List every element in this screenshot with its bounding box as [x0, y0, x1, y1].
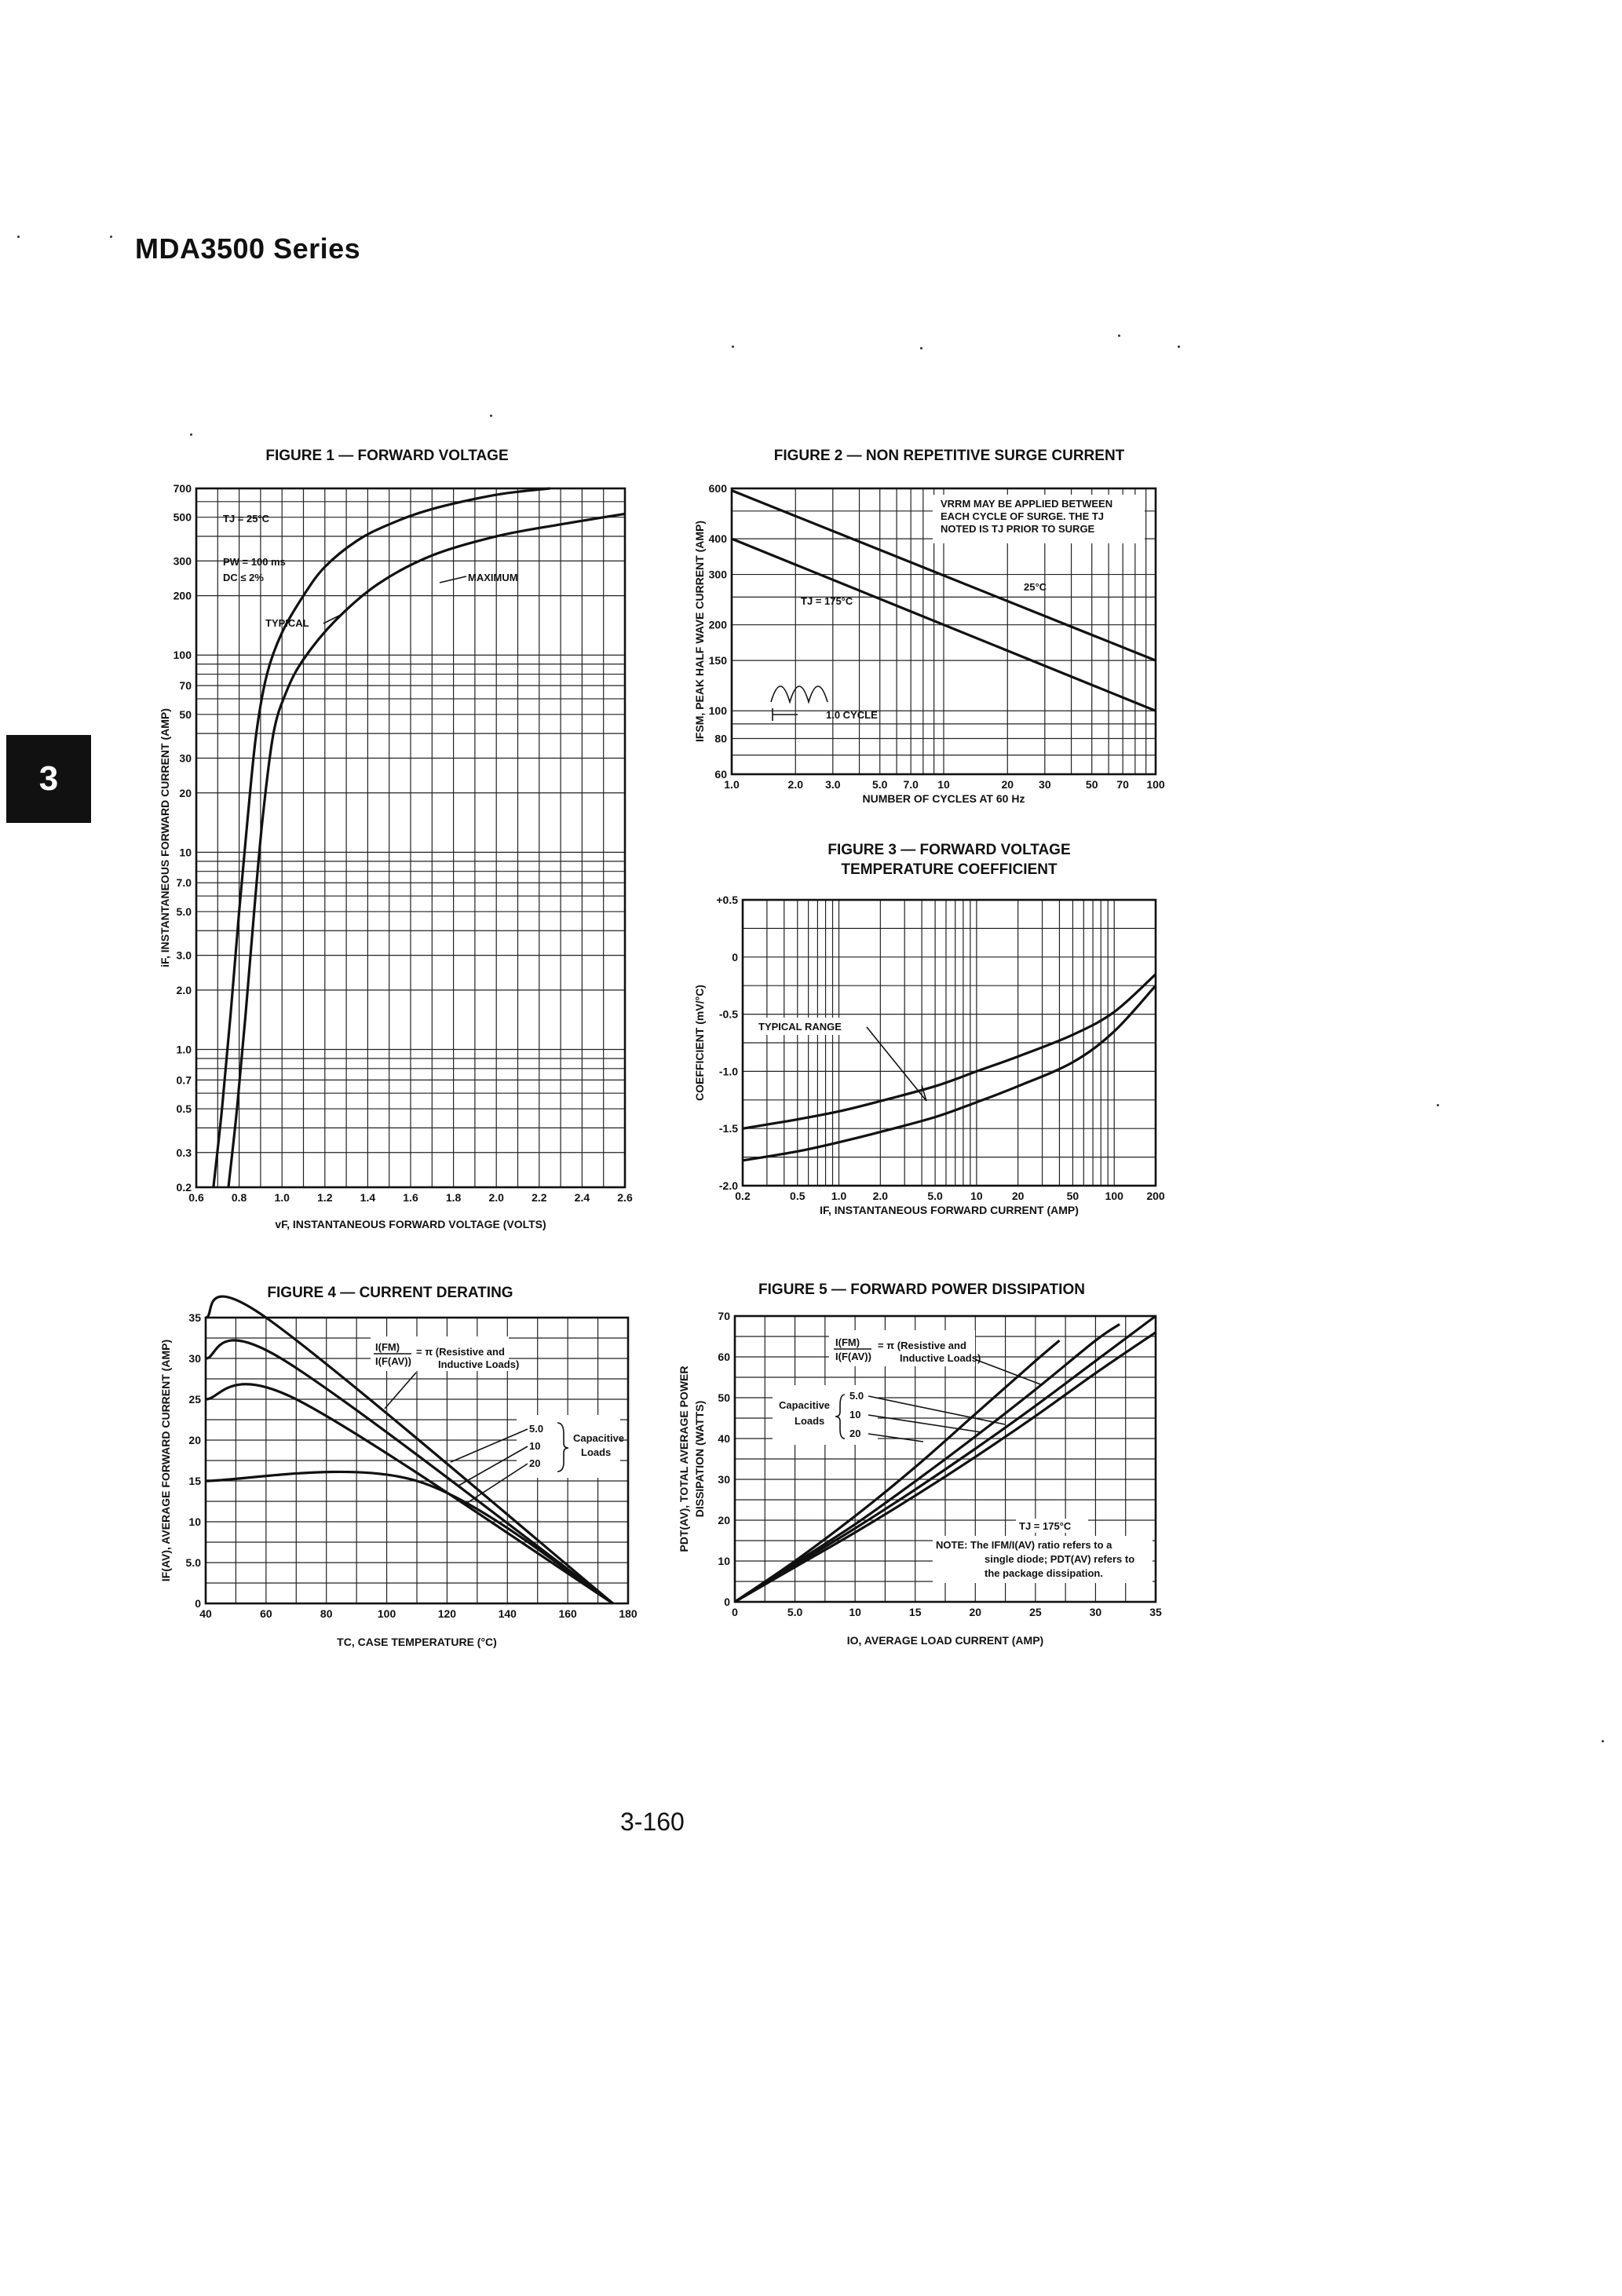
fig3-x-tick-label: 1.0: [831, 1190, 847, 1202]
fig5-cap-loads: Loads: [795, 1415, 825, 1427]
fig5-cap-20: 20: [849, 1428, 861, 1439]
fig1-xlabel: vF, INSTANTANEOUS FORWARD VOLTAGE (VOLTS): [275, 1218, 546, 1230]
fig2-half-sine-icon: [771, 686, 827, 702]
fig1-series-typical: [214, 488, 550, 1187]
fig5-ratio-den: I(F(AV)): [835, 1351, 871, 1362]
fig1-chart: [141, 479, 644, 1233]
fig2-xlabel: NUMBER OF CYCLES AT 60 Hz: [862, 792, 1025, 805]
fig1-annotation-pw: PW = 100 ms: [223, 556, 286, 568]
fig1-y-tick-label: 300: [173, 554, 192, 568]
fig5-label-tj: TJ = 175°C: [1019, 1520, 1072, 1532]
fig4-x-tick-label: 180: [619, 1607, 637, 1620]
fig2-ylabel: IFSM, PEAK HALF WAVE CURRENT (AMP): [693, 520, 706, 743]
fig4-title: FIGURE 4 — CURRENT DERATING: [267, 1285, 513, 1301]
fig2-x-tick-label: 70: [1116, 778, 1129, 791]
fig1-series-maximum: [228, 514, 625, 1187]
fig1-y-tick-label: 30: [179, 751, 192, 765]
fig4-y-tick-label: 10: [188, 1515, 201, 1528]
fig3-title-line2: TEMPERATURE COEFFICIENT: [841, 861, 1058, 878]
fig3-label-typical-range: TYPICAL RANGE: [758, 1021, 842, 1033]
fig2-note-line3: NOTED IS TJ PRIOR TO SURGE: [941, 523, 1095, 535]
fig1-y-tick-label: 3.0: [176, 949, 192, 962]
fig1-y-tick-label: 2.0: [176, 983, 192, 996]
fig5-x-tick-label: 0: [732, 1606, 738, 1618]
fig1-ylabel: iF, INSTANTANEOUS FORWARD CURRENT (AMP): [159, 708, 171, 967]
fig1-y-tick-label: 7.0: [176, 876, 192, 890]
scan-speck: [190, 433, 192, 436]
fig5-note-line3: the package dissipation.: [985, 1567, 1103, 1579]
fig4-x-tick-label: 40: [199, 1607, 212, 1620]
fig4-xlabel: TC, CASE TEMPERATURE (°C): [337, 1636, 497, 1648]
fig2-x-tick-label: 20: [1001, 778, 1014, 791]
fig5-y-tick-label: 60: [718, 1351, 730, 1363]
fig2-x-tick-label: 10: [937, 778, 950, 791]
fig4-chart: [149, 1308, 652, 1654]
fig4-y-tick-label: 35: [188, 1311, 201, 1324]
fig2-x-tick-label: 5.0: [871, 778, 888, 791]
fig4-x-tick-label: 80: [320, 1607, 333, 1620]
scan-speck: [1437, 1104, 1439, 1106]
fig4-x-tick-label: 140: [498, 1607, 517, 1620]
fig3-chart: [681, 887, 1184, 1225]
scan-speck: [1178, 345, 1180, 348]
fig5-cap5-leader: [868, 1396, 1005, 1424]
fig4-cap5-leader: [451, 1429, 528, 1462]
fig1-y-tick-label: 500: [173, 510, 192, 524]
fig1-annotation-dc: DC ≤ 2%: [223, 572, 264, 583]
fig1-x-tick-label: 2.2: [532, 1191, 547, 1204]
fig4-resistive-leader: [385, 1373, 416, 1409]
fig3-y-tick-label: -0.5: [718, 1007, 738, 1021]
fig5-x-tick-label: 30: [1089, 1606, 1102, 1618]
fig2-x-tick-label: 1.0: [724, 778, 740, 791]
fig4-y-tick-label: 25: [188, 1393, 201, 1406]
fig1-x-tick-label: 2.0: [488, 1191, 504, 1204]
fig4-y-tick-label: 15: [188, 1475, 201, 1487]
fig1-y-tick-label: 5.0: [176, 905, 192, 918]
fig2-note-line2: EACH CYCLE OF SURGE. THE TJ: [941, 510, 1105, 522]
fig5-y-tick-label: 40: [718, 1432, 730, 1445]
fig5-x-tick-label: 35: [1149, 1606, 1162, 1618]
fig4-cap-word: Capacitive: [573, 1432, 625, 1444]
fig1-y-tick-label: 10: [179, 846, 192, 859]
fig4-cap-5: 5.0: [529, 1423, 544, 1435]
fig1-annotation-tj: TJ = 25°C: [223, 513, 270, 525]
page-number: 3-160: [620, 1808, 685, 1836]
fig5-y-tick-label: 0: [724, 1596, 730, 1608]
fig1-x-tick-label: 0.8: [231, 1191, 247, 1204]
fig4-ratio-num: I(FM): [375, 1341, 400, 1353]
fig4-x-tick-label: 100: [377, 1607, 396, 1620]
fig3-x-tick-label: 200: [1146, 1190, 1165, 1202]
fig1-x-tick-label: 1.0: [274, 1191, 290, 1204]
fig2-y-tick-label: 200: [708, 618, 727, 631]
fig1-y-tick-label: 0.7: [176, 1073, 192, 1087]
fig2-note-line1: VRRM MAY BE APPLIED BETWEEN: [941, 498, 1113, 510]
fig4-ylabel: IF(AV), AVERAGE FORWARD CURRENT (AMP): [159, 1339, 172, 1582]
fig5-chart: [675, 1307, 1178, 1652]
fig1-y-tick-label: 0.2: [176, 1181, 192, 1194]
fig4-cap-10: 10: [529, 1440, 541, 1452]
fig5-y-tick-label: 10: [718, 1555, 730, 1567]
fig5-note-line1: NOTE: The IFM/I(AV) ratio refers to a: [936, 1539, 1112, 1551]
scan-speck: [1602, 1740, 1604, 1742]
fig4-ratio-eq2: Inductive Loads): [438, 1358, 520, 1370]
fig1-x-tick-label: 0.6: [188, 1191, 204, 1204]
fig2-y-tick-label: 150: [708, 654, 727, 667]
scan-speck: [1118, 335, 1120, 337]
fig2-y-tick-label: 100: [708, 704, 727, 718]
fig5-y-tick-label: 70: [718, 1310, 730, 1322]
fig1-y-tick-label: 0.3: [176, 1146, 192, 1159]
fig2-x-tick-label: 7.0: [903, 778, 919, 791]
fig5-x-tick-label: 10: [849, 1606, 861, 1618]
fig2-y-tick-label: 80: [714, 732, 727, 745]
fig4-x-tick-label: 120: [437, 1607, 457, 1620]
fig3-ylabel: COEFFICIENT (mV/°C): [693, 985, 706, 1101]
page-title: MDA3500 Series: [135, 232, 361, 265]
fig1-x-tick-label: 1.8: [445, 1191, 462, 1204]
fig2-title: FIGURE 2 — NON REPETITIVE SURGE CURRENT: [773, 448, 1125, 464]
fig3-xlabel: IF, INSTANTANEOUS FORWARD CURRENT (AMP): [820, 1204, 1079, 1216]
fig4-ratio-den: I(F(AV)): [375, 1355, 411, 1367]
scan-speck: [110, 236, 112, 238]
fig5-note-line2: single diode; PDT(AV) refers to: [985, 1553, 1135, 1565]
fig5-x-tick-label: 20: [969, 1606, 982, 1618]
fig5-cap-10: 10: [849, 1409, 861, 1420]
fig1-title: FIGURE 1 — FORWARD VOLTAGE: [265, 448, 509, 464]
fig1-x-tick-label: 2.6: [617, 1191, 633, 1204]
fig3-range-leader: [867, 1027, 926, 1101]
fig3-title-line1: FIGURE 3 — FORWARD VOLTAGE: [827, 842, 1071, 858]
fig2-y-tick-label: 400: [708, 532, 727, 546]
fig5-cap-5: 5.0: [849, 1390, 864, 1402]
fig1-y-tick-label: 50: [179, 707, 192, 721]
fig2-chart: [681, 479, 1184, 809]
fig3-x-tick-label: 10: [970, 1190, 983, 1202]
fig4-cap-loads: Loads: [581, 1446, 612, 1458]
fig2-x-tick-label: 30: [1039, 778, 1051, 791]
fig2-y-tick-label: 60: [714, 768, 727, 781]
fig5-title: FIGURE 5 — FORWARD POWER DISSIPATION: [758, 1281, 1085, 1298]
fig4-ratio-eq: = π (Resistive and: [416, 1346, 505, 1358]
fig3-series-lower: [743, 985, 1156, 1161]
fig5-x-tick-label: 5.0: [787, 1606, 803, 1618]
scan-speck: [490, 415, 492, 417]
fig5-ratio-num: I(FM): [835, 1336, 860, 1348]
fig4-y-tick-label: 0: [195, 1597, 201, 1610]
fig5-ratio-eq2: Inductive Loads): [900, 1352, 981, 1364]
fig1-y-tick-label: 0.5: [176, 1102, 192, 1116]
fig1-x-tick-label: 1.4: [360, 1191, 376, 1204]
fig5-x-tick-label: 15: [908, 1606, 922, 1618]
fig3-y-tick-label: 0: [732, 950, 738, 963]
fig4-x-tick-label: 60: [260, 1607, 272, 1620]
fig2-y-tick-label: 300: [708, 568, 727, 581]
fig4-cap-20: 20: [529, 1457, 541, 1469]
fig5-ylabel-line1: PDT(AV), TOTAL AVERAGE POWER: [678, 1366, 690, 1552]
fig5-ratio-eq: = π (Resistive and: [878, 1340, 966, 1351]
scan-speck: [17, 236, 20, 238]
fig4-y-tick-label: 30: [188, 1352, 201, 1365]
fig5-x-tick-label: 25: [1029, 1606, 1042, 1618]
fig1-y-tick-label: 1.0: [176, 1043, 192, 1056]
fig2-x-tick-label: 2.0: [787, 778, 804, 791]
fig3-x-tick-label: 50: [1066, 1190, 1080, 1202]
fig4-y-tick-label: 5.0: [185, 1556, 201, 1569]
fig4-cap20-leader: [465, 1464, 528, 1504]
fig4-series-20: [206, 1472, 613, 1603]
fig1-y-tick-label: 200: [173, 589, 192, 602]
fig2-label-25c: 25°C: [1024, 581, 1047, 593]
fig1-y-tick-label: 20: [179, 786, 192, 799]
fig3-x-tick-label: 5.0: [927, 1190, 943, 1202]
fig2-x-tick-label: 3.0: [825, 778, 841, 791]
fig2-x-tick-label: 100: [1146, 778, 1165, 791]
fig3-x-tick-label: 2.0: [872, 1190, 889, 1202]
fig3-x-tick-label: 0.5: [790, 1190, 806, 1202]
fig3-y-tick-label: -1.0: [718, 1065, 738, 1078]
fig1-x-tick-label: 1.6: [403, 1191, 418, 1204]
fig1-x-tick-label: 2.4: [574, 1191, 590, 1204]
fig5-cap-word: Capacitive: [779, 1399, 831, 1411]
fig1-y-tick-label: 70: [179, 679, 192, 693]
fig3-x-tick-label: 0.2: [735, 1190, 751, 1202]
fig3-y-tick-label: +0.5: [716, 894, 738, 906]
fig1-label-maximum: MAXIMUM: [468, 572, 518, 583]
fig2-label-cycle: 1.0 CYCLE: [826, 709, 878, 721]
fig5-xlabel: IO, AVERAGE LOAD CURRENT (AMP): [846, 1634, 1044, 1647]
fig4-x-tick-label: 160: [558, 1607, 577, 1620]
fig1-y-tick-label: 100: [173, 649, 192, 662]
fig3-series-upper: [743, 974, 1156, 1129]
fig5-y-tick-label: 50: [718, 1391, 730, 1404]
scan-speck: [732, 345, 734, 348]
fig1-y-tick-label: 700: [173, 482, 192, 495]
fig5-y-tick-label: 20: [718, 1514, 730, 1526]
fig1-x-tick-label: 1.2: [317, 1191, 333, 1204]
fig2-x-tick-label: 50: [1085, 778, 1098, 791]
fig3-y-tick-label: -1.5: [718, 1122, 738, 1135]
fig5-y-tick-label: 30: [718, 1473, 730, 1486]
fig2-y-tick-label: 600: [708, 482, 727, 495]
fig1-label-typical: TYPICAL: [265, 617, 309, 629]
fig3-x-tick-label: 20: [1011, 1190, 1025, 1202]
fig2-label-175c: TJ = 175°C: [801, 595, 853, 607]
section-tab: 3: [6, 735, 91, 823]
scan-speck: [920, 347, 922, 349]
fig5-ylabel-line2: DISSIPATION (WATTS): [693, 1400, 706, 1518]
fig4-y-tick-label: 20: [188, 1434, 201, 1446]
fig3-y-tick-label: -2.0: [718, 1179, 738, 1192]
fig3-x-tick-label: 100: [1105, 1190, 1123, 1202]
